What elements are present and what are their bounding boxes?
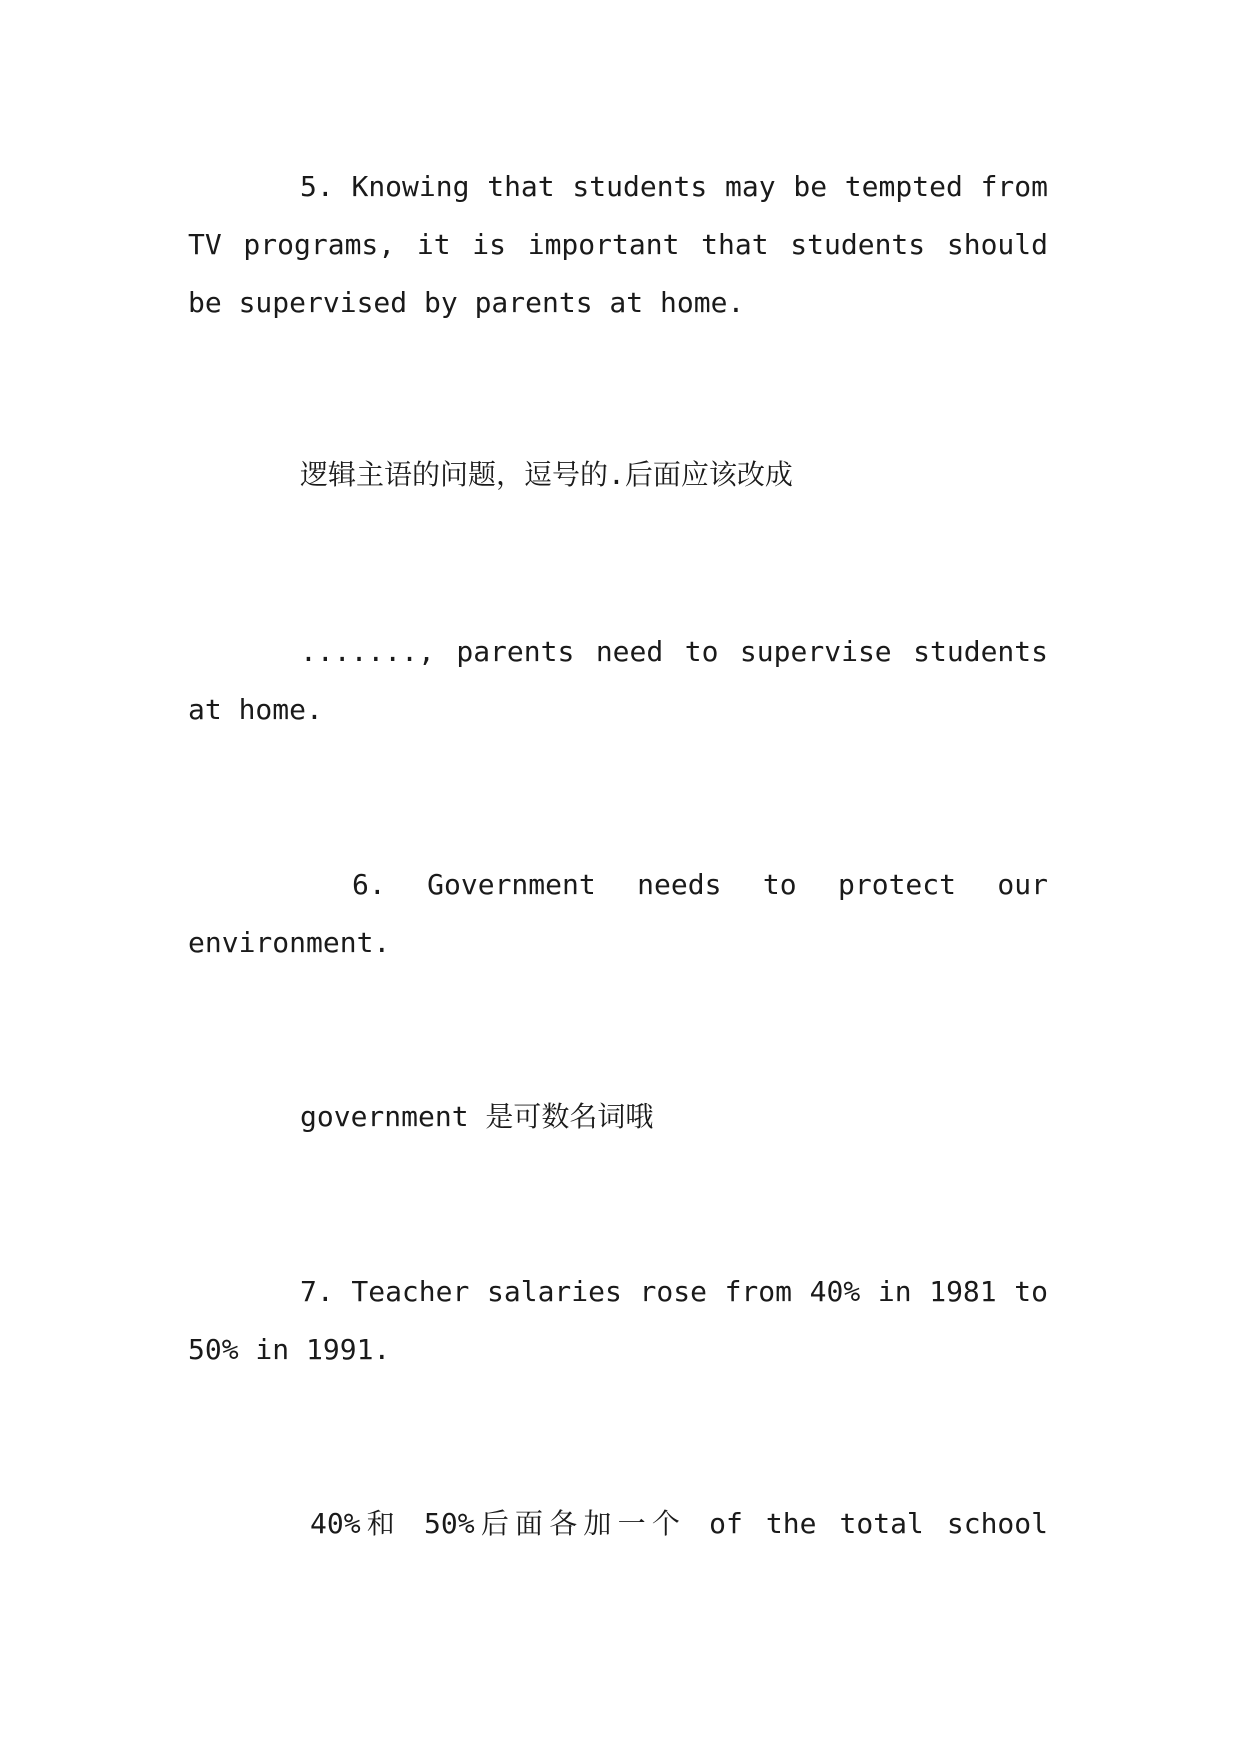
paragraph-note-logical-subject: 逻辑主语的问题，逗号的.后面应该改成	[300, 458, 793, 491]
paragraph-correction-7: 40%和 50%后面各加一个 of the total school	[310, 1507, 1048, 1540]
paragraph-item-7: 7. Teacher salaries rose from 40% in 1981 to 50% in 1991.	[188, 1275, 1048, 1366]
paragraph-item-5: 5. Knowing that students may be tempted from TV programs, it is important that students should be supervised by parents at home.	[188, 170, 1048, 319]
paragraph-correction-5: ......., parents need to supervise students at home.	[188, 635, 1048, 726]
paragraph-note-countable-noun: government 是可数名词哦	[300, 1100, 654, 1133]
paragraph-item-6: 6. Government needs to protect our environment.	[188, 868, 1048, 959]
